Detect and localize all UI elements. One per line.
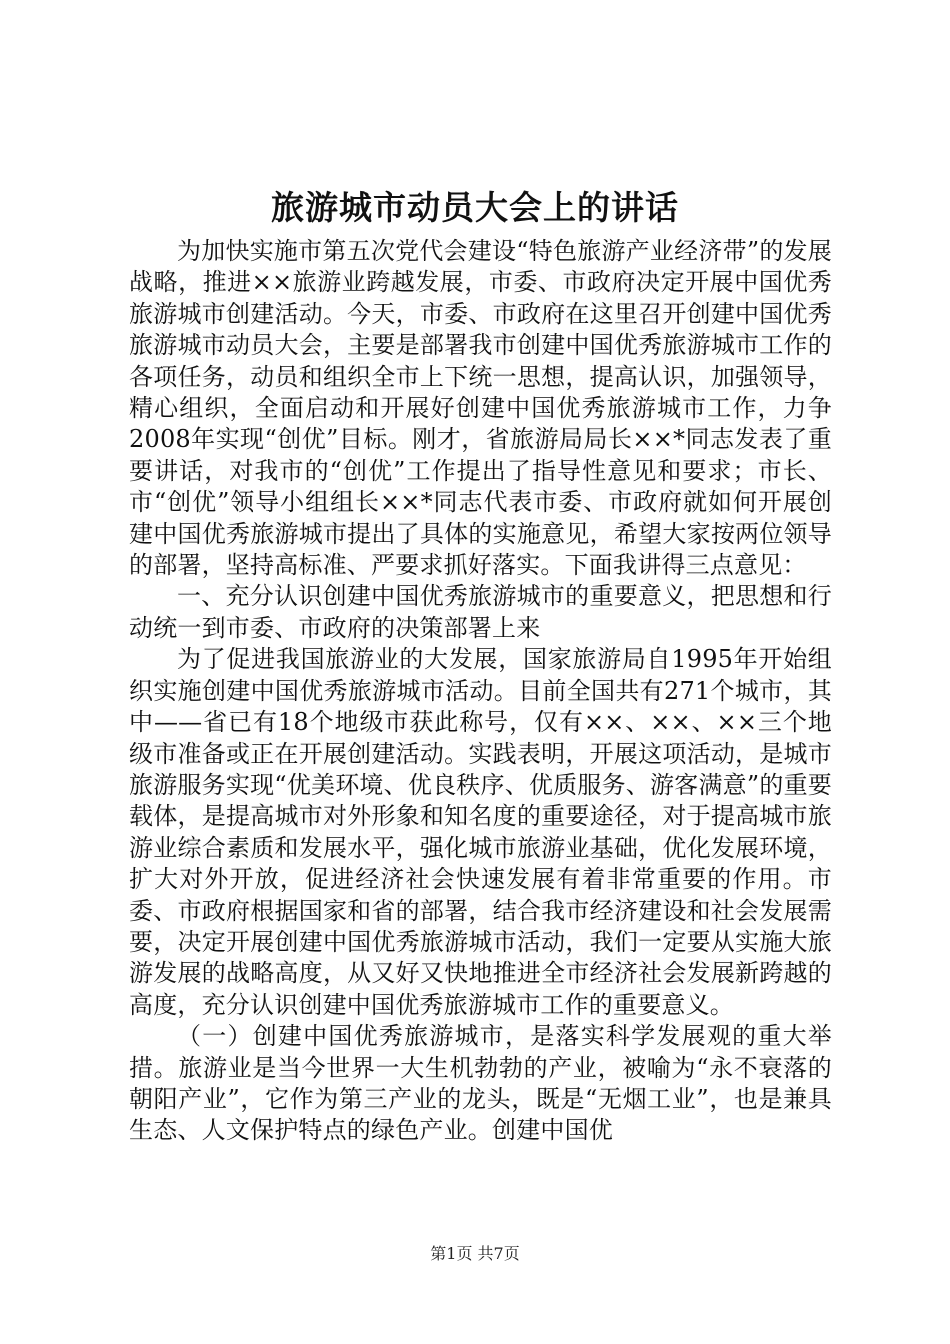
paragraph-background: 为了促进我国旅游业的大发展，国家旅游局自1995年开始组织实施创建中国优秀旅游城市活动。目前全国共有271个城市，其中——省已有18个地级市获此称号，仅有××、××、××三个地级市准备或正在开展创建活动。实践表明，开展这项活动，是城市旅游服务实现“优美环境、优良秩序、优质服务、游客满意”的重要载体，是提高城市对外形象和知名度的重要途径，对于提高城市旅游业综合素质和发展水平，强化城市旅游业基础，优化发展环境，扩大对外开放，促进经济社会快速发展有着非常重要的作用。市委、市政府根据国家和省的部署，结合我市经济建设和社会发展需要，决定开展创建中国优秀旅游城市活动，我们一定要从实施大旅游发展的战略高度，从又好又快地推进全市经济社会发展新跨越的高度，充分认识创建中国优秀旅游城市工作的重要意义。 bbox=[129, 645, 832, 1019]
paragraph-section-heading: 一、充分认识创建中国优秀旅游城市的重要意义，把思想和行动统一到市委、市政府的决策部署上来 bbox=[129, 582, 832, 642]
document-title: 旅游城市动员大会上的讲话 bbox=[271, 188, 679, 227]
paragraph-intro: 为加快实施市第五次党代会建设“特色旅游产业经济带”的发展战略，推进××旅游业跨越发展，市委、市政府决定开展中国优秀旅游城市创建活动。今天，市委、市政府在这里召开创建中国优秀旅游城市动员大会，主要是部署我市创建中国优秀旅游城市工作的各项任务，动员和组织全市上下统一思想，提高认识，加强领导，精心组织，全面启动和开展好创建中国优秀旅游城市工作，力争2008年实现“创优”目标。刚才，省旅游局局长××*同志发表了重要讲话，对我市的“创优”工作提出了指导性意见和要求；市长、市“创优”领导小组组长××*同志代表市委、市政府就如何开展创建中国优秀旅游城市提出了具体的实施意见，希望大家按两位领导的部署，坚持高标准、严要求抓好落实。下面我讲得三点意见： bbox=[129, 237, 832, 580]
document-body bbox=[129, 236, 832, 1147]
paragraph-point-one: （一）创建中国优秀旅游城市，是落实科学发展观的重大举措。旅游业是当今世界一大生机勃勃的产业，被喻为“永不衰落的朝阳产业”，它作为第三产业的龙头，既是“无烟工业”，也是兼具生态、人文保护特点的绿色产业。创建中国优 bbox=[129, 1022, 832, 1145]
page-number-footer: 第1页 共7页 bbox=[430, 1244, 520, 1263]
